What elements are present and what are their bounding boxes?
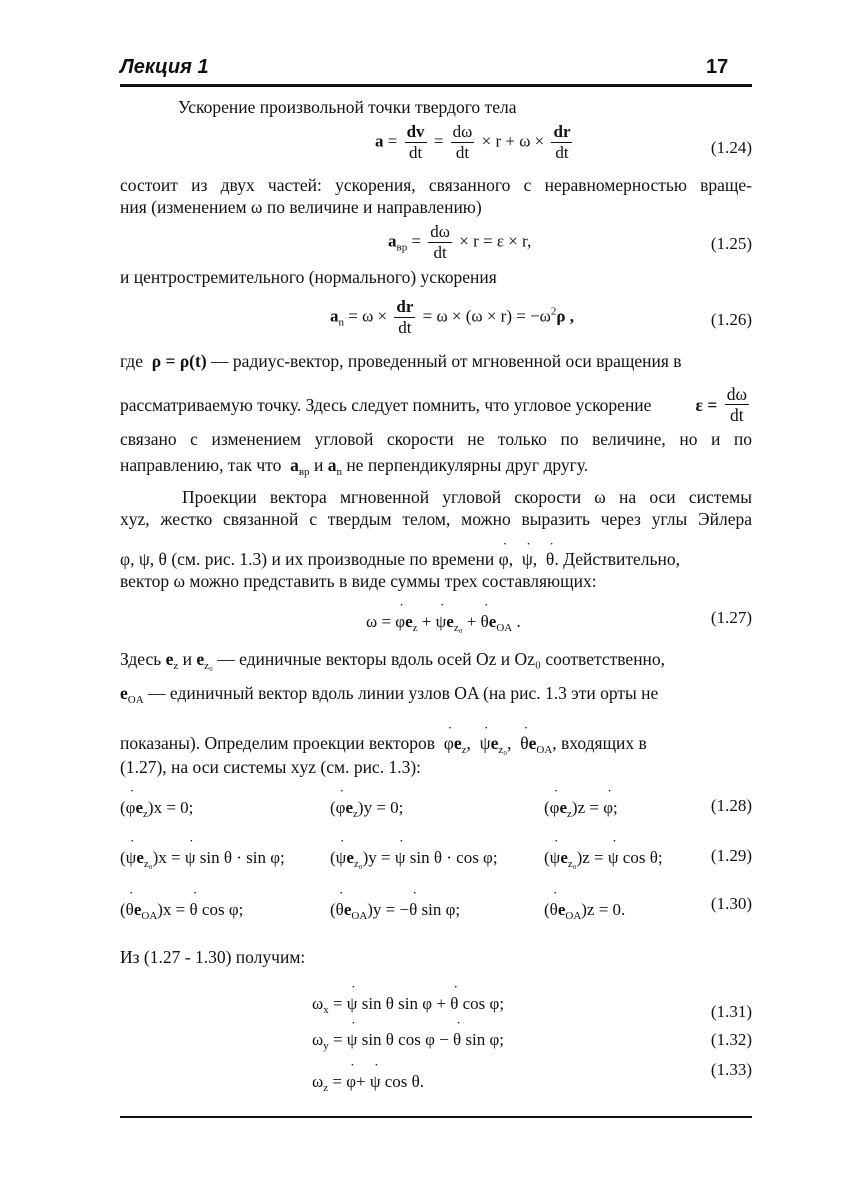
equation-number-1-28: (1.28) — [710, 796, 752, 815]
equation-1-28-y: (˙ $\varphi e_z)y = 0$; — [330, 798, 403, 820]
equation-1-30-y: (˙ $\theta e_{OA})y$ = −˙ θ sin φ; — [330, 900, 460, 922]
equation-number-1-30: (1.30) — [710, 894, 752, 913]
equation-1-30-z: (˙ $\theta e_{OA})z = 0$. — [544, 900, 625, 922]
paragraph-here-line-2: $e_{OA}$ — единичный вектор вдоль линии узлов OA (на рис. 1.3 эти орты не — [120, 683, 659, 706]
page-number: 17 — [706, 56, 729, 78]
paragraph-related: связано с изменением угловой скорости не только по величине, но и по — [120, 429, 752, 449]
paragraph-rho: где ρ = ρ(t) — радиус-вектор, проведенный от мгновенной оси вращения в — [120, 351, 682, 371]
equation-1-33: $\omega_z$ = ˙ φ+ ˙ ψ cos θ. — [312, 1072, 424, 1094]
paragraph-two-parts-line-1: состоит из двух частей: ускорения, связанного с неравномерностью враще- — [120, 175, 752, 195]
equation-number-1-26: (1.26) — [710, 310, 752, 329]
equation-1-25: $a_{вр}$ = $\frac{d\omega}{dt}$ × r = ε × r, — [388, 222, 532, 262]
equation-1-29-z: (˙ $\psi e_{z_0})z$ = ˙ ψ cos θ; — [544, 848, 663, 870]
equation-1-24: a = $\frac{dv}{dt}$ = $\frac{d\omega}{dt}$ × r + ω × $\frac{dr}{dt}$ — [375, 122, 571, 162]
page-header-title: Лекция 1 — [120, 56, 209, 78]
paragraph-vector: вектор ω можно представить в виде суммы трех составляющих: — [120, 571, 597, 591]
footer-rule — [120, 1116, 752, 1118]
paragraph-define-line-1: показаны). Определим проекции векторов ˙ $\varphi e_z$, ˙ $\psi e_{z_0}$, ˙ $\theta e_{OA}$, входящих в — [120, 732, 752, 761]
equation-1-27: ω = ˙ $\varphi e_z$ + ˙ $\psi e_{z_0}$ + ˙ $\theta e_{OA}$ . — [366, 612, 521, 634]
equation-1-28-z: (˙ $\varphi e_z)z$ = ˙ φ; — [544, 798, 618, 820]
paragraph-centripetal: и центростремительного (нормального) ускорения — [120, 267, 497, 287]
paragraph-euler: φ, ψ, θ (см. рис. 1.3) и их производные по времени ˙ φ, ˙ ψ, ˙ θ. Действительно, — [120, 548, 752, 570]
equation-number-1-33: (1.33) — [710, 1060, 752, 1079]
paragraph-from: Из (1.27 - 1.30) получим: — [120, 947, 306, 967]
equation-number-1-27: (1.27) — [710, 608, 752, 627]
paragraph-epsilon: рассматриваемую точку. Здесь следует помнить, что угловое ускорение ε = $\frac{d\omega}{dt}$ — [120, 384, 747, 425]
header-rule — [120, 84, 752, 87]
paragraph-direction: направлению, так что $a_{вр}$ и $a_n$ не перпендикулярны друг другу. — [120, 455, 589, 478]
equation-1-31: $\omega_x$ = ˙ ψ sin θ sin φ + ˙ θ cos φ; — [312, 994, 504, 1016]
equation-1-30-x: (˙ $\theta e_{OA})x$ = ˙ θ cos φ; — [120, 900, 243, 922]
paragraph-define-line-2: (1.27), на оси системы xyz (см. рис. 1.3): — [120, 757, 422, 777]
equation-1-29-x: (˙ $\psi e_{z_0})x$ = ˙ ψ sin θ · sin φ; — [120, 848, 285, 870]
equation-number-1-24: (1.24) — [710, 138, 752, 157]
equation-1-29-y: (˙ $\psi e_{z_0})y$ = ˙ ψ sin θ · cos φ; — [330, 848, 498, 870]
equation-1-26: $a_n = \omega$ × $\frac{dr}{dt}$ = $\omega \times (\omega \times r) = -\omega^2\rho$ , — [330, 297, 574, 337]
paragraph-projections-line-1: Проекции вектора мгновенной угловой скорости ω на оси системы — [182, 487, 752, 507]
equation-1-32: $\omega_y$ = ˙ ψ sin θ cos φ − ˙ θ sin φ; — [312, 1030, 504, 1052]
paragraph-projections-line-2: xyz, жестко связанной с твердым телом, можно выразить через углы Эйлера — [120, 509, 752, 529]
equation-number-1-31: (1.31) — [710, 1002, 752, 1021]
paragraph-here-line-1: Здесь $e_z$ и $e_{z_0}$ — единичные векторы вдоль осей Oz и Oz₀ соответственно, — [120, 649, 666, 672]
equation-number-1-32: (1.32) — [710, 1030, 752, 1049]
equation-1-28-x: (˙ $\varphi e_z)x = 0$; — [120, 798, 193, 820]
paragraph-intro: Ускорение произвольной точки твердого тела — [178, 97, 517, 117]
equation-number-1-29: (1.29) — [710, 846, 752, 865]
paragraph-two-parts-line-2: ния (изменением ω по величине и направлению) — [120, 197, 482, 217]
equation-number-1-25: (1.25) — [710, 234, 752, 253]
